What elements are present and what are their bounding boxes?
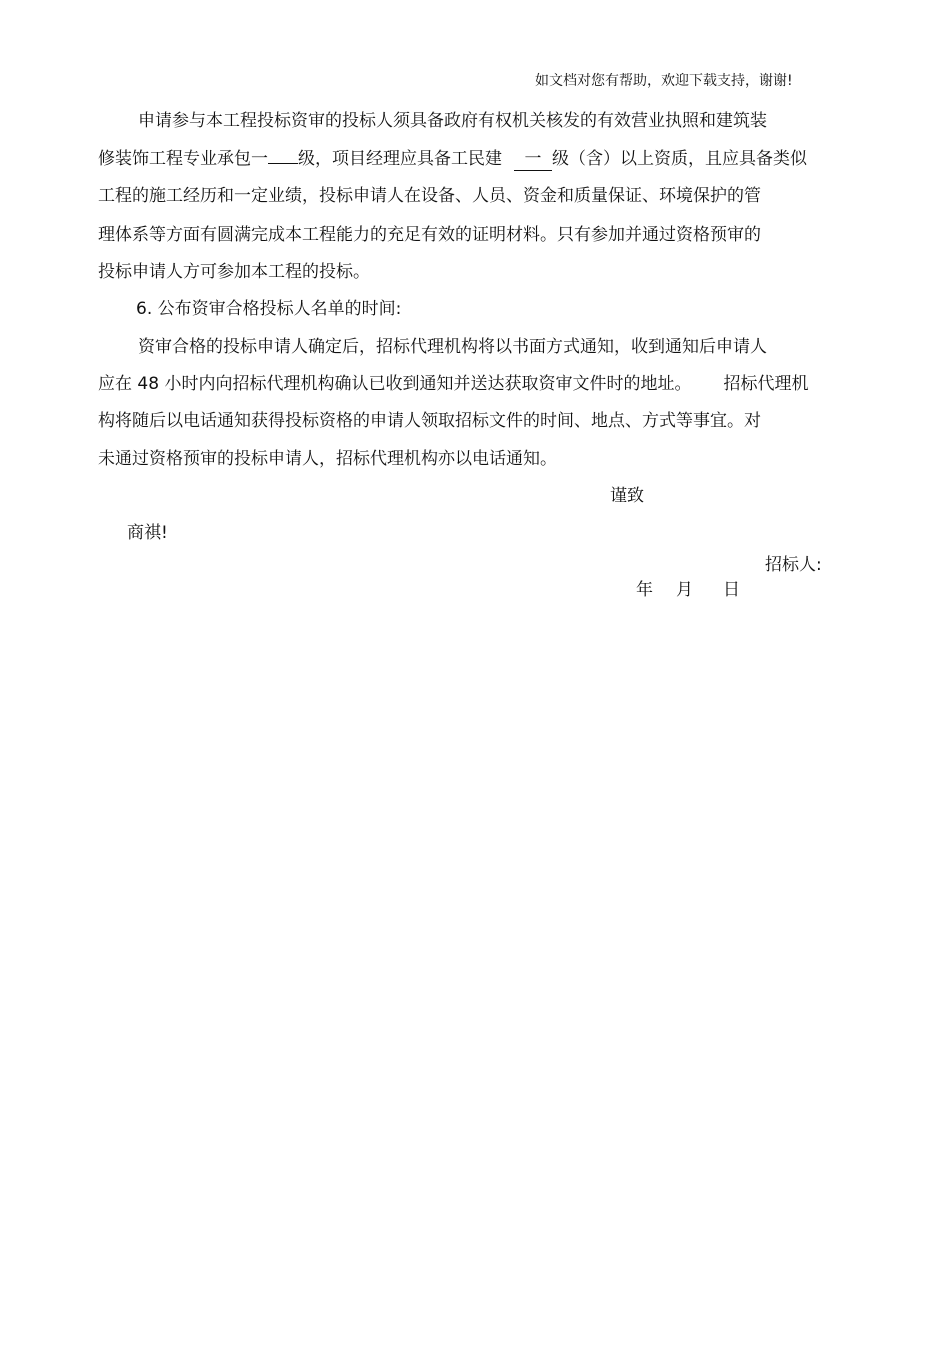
para1-line2-start: 修装饰工程专业承包一 xyxy=(98,149,268,169)
para1-line3: 工程的施工经历和一定业绩，投标申请人在设备、人员、资金和质量保证、环境保护的管 xyxy=(98,186,761,206)
para1-line2-end: 级（含）以上资质，且应具备类似 xyxy=(552,149,807,169)
para1-line2-mid: 级，项目经理应具备工民建 xyxy=(298,149,502,169)
para1-line5: 投标申请人方可参加本工程的投标。 xyxy=(98,262,370,282)
para2-line1: 资审合格的投标申请人确定后，招标代理机构将以书面方式通知，收到通知后申请人 xyxy=(138,337,767,357)
date-month: 月 xyxy=(676,580,693,600)
date-year: 年 xyxy=(636,580,653,600)
date-day: 日 xyxy=(723,580,740,600)
signer-label: 招标人: xyxy=(765,555,822,575)
header-note: 如文档对您有帮助，欢迎下载支持，谢谢! xyxy=(535,73,793,89)
para2-line2-end: 招标代理机 xyxy=(723,374,809,394)
para2-line2 xyxy=(98,373,808,395)
qualification-blank xyxy=(268,163,298,164)
closing-regards: 谨致 xyxy=(610,486,644,506)
para1-line4: 理体系等方面有圆满完成本工程能力的充足有效的证明材料。只有参加并通过资格预审的 xyxy=(98,225,761,245)
para1-line2 xyxy=(98,148,807,171)
para2-line4: 未通过资格预审的投标申请人，招标代理机构亦以电话通知。 xyxy=(98,449,557,469)
para1-line1: 申请参与本工程投标资审的投标人须具备政府有权机关核发的有效营业执照和建筑装 xyxy=(138,111,767,131)
manager-level-fill: 一 xyxy=(514,148,552,171)
section6-heading: 6. 公布资审合格投标人名单的时间: xyxy=(136,299,402,319)
para2-line2-start: 应在 48 小时内向招标代理机构确认已收到通知并送达获取资审文件时的地址。 xyxy=(98,374,692,394)
para2-line3: 构将随后以电话通知获得投标资格的申请人领取招标文件的时间、地点、方式等事宜。对 xyxy=(98,411,761,431)
closing-salute: 商祺! xyxy=(127,523,168,543)
